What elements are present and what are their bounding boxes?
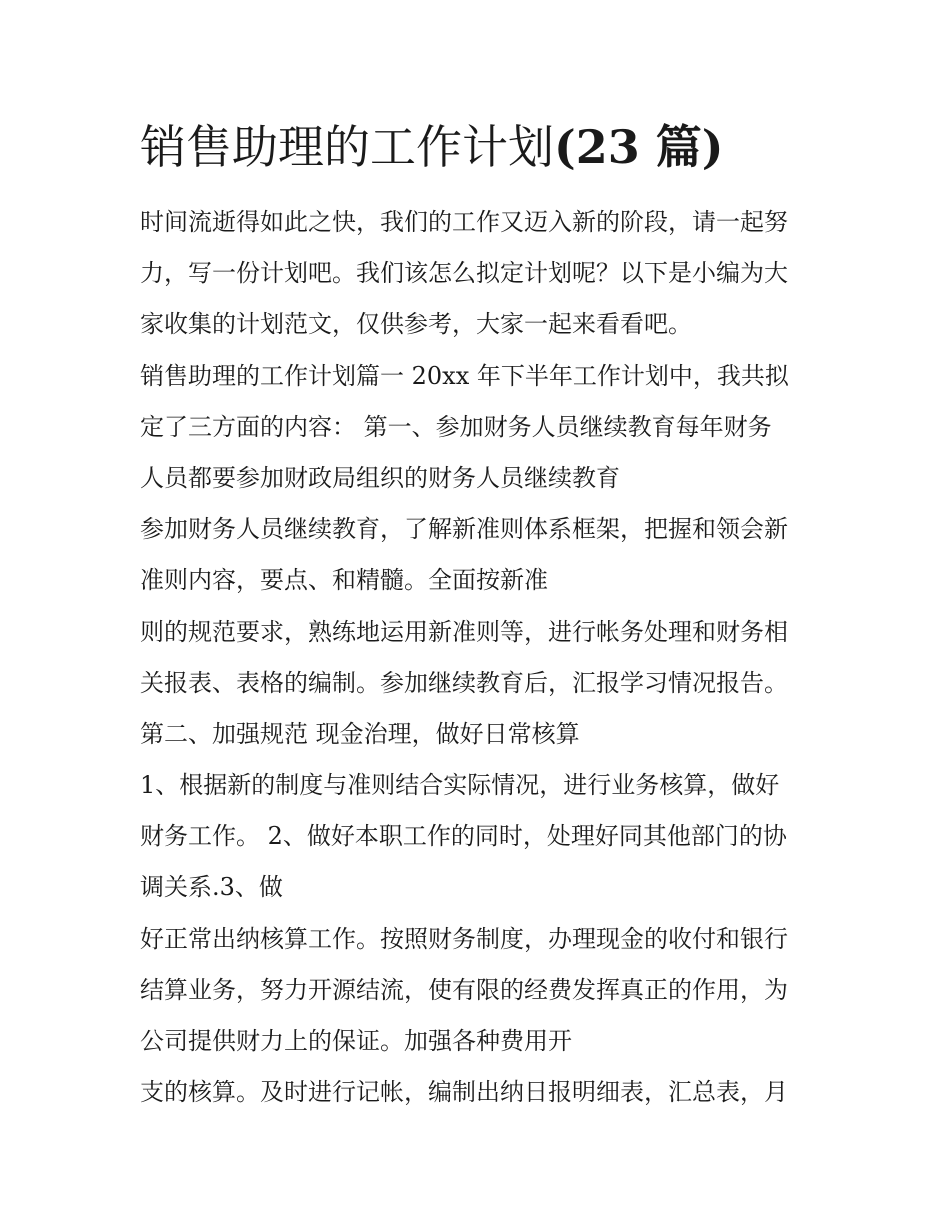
document-title-count: (23 篇) [554,120,724,174]
document-page [140,0,820,1229]
body-line: 家收集的计划范文，仅供参考，大家一起来看看吧。 [140,310,692,339]
body-line: 则的规范要求，熟练地运用新准则等，进行帐务处理和财务相 [140,617,788,646]
body-line: 关报表、表格的编制。参加继续教育后，汇报学习情况报告。 [140,668,788,697]
body-line: 力，写一份计划吧。我们该怎么拟定计划呢？以下是小编为大 [140,259,788,288]
document-title [140,115,724,179]
body-line: 结算业务，努力开源结流，使有限的经费发挥真正的作用，为 [140,975,788,1004]
body-line: 销售助理的工作计划篇一 20xx 年下半年工作计划中，我共拟 [140,361,789,390]
body-line: 定了三方面的内容： 第一、参加财务人员继续教育每年财务 [140,412,772,441]
body-line: 财务工作。 2、做好本职工作的同时，处理好同其他部门的协 [140,822,787,851]
body-line: 第二、加强规范 现金治理，做好日常核算 [140,719,580,748]
body-line: 好正常出纳核算工作。按照财务制度，办理现金的收付和银行 [140,924,788,953]
body-line: 1、根据新的制度与准则结合实际情况，进行业务核算，做好 [140,771,780,800]
document-title-text: 销售助理的工作计划 [140,120,554,174]
body-line: 时间流逝得如此之快，我们的工作又迈入新的阶段，请一起努 [140,208,788,236]
body-line: 调关系.3、做 [140,873,283,902]
body-line: 参加财务人员继续教育，了解新准则体系框架，把握和领会新 [140,515,788,544]
body-line: 公司提供财力上的保证。加强各种费用开 [140,1027,572,1055]
body-line: 支的核算。及时进行记帐，编制出纳日报明细表，汇总表，月 [140,1078,788,1107]
body-line: 准则内容，要点、和精髓。全面按新准 [140,566,548,595]
body-line: 人员都要参加财政局组织的财务人员继续教育 [140,463,620,492]
document-body [140,197,820,1118]
